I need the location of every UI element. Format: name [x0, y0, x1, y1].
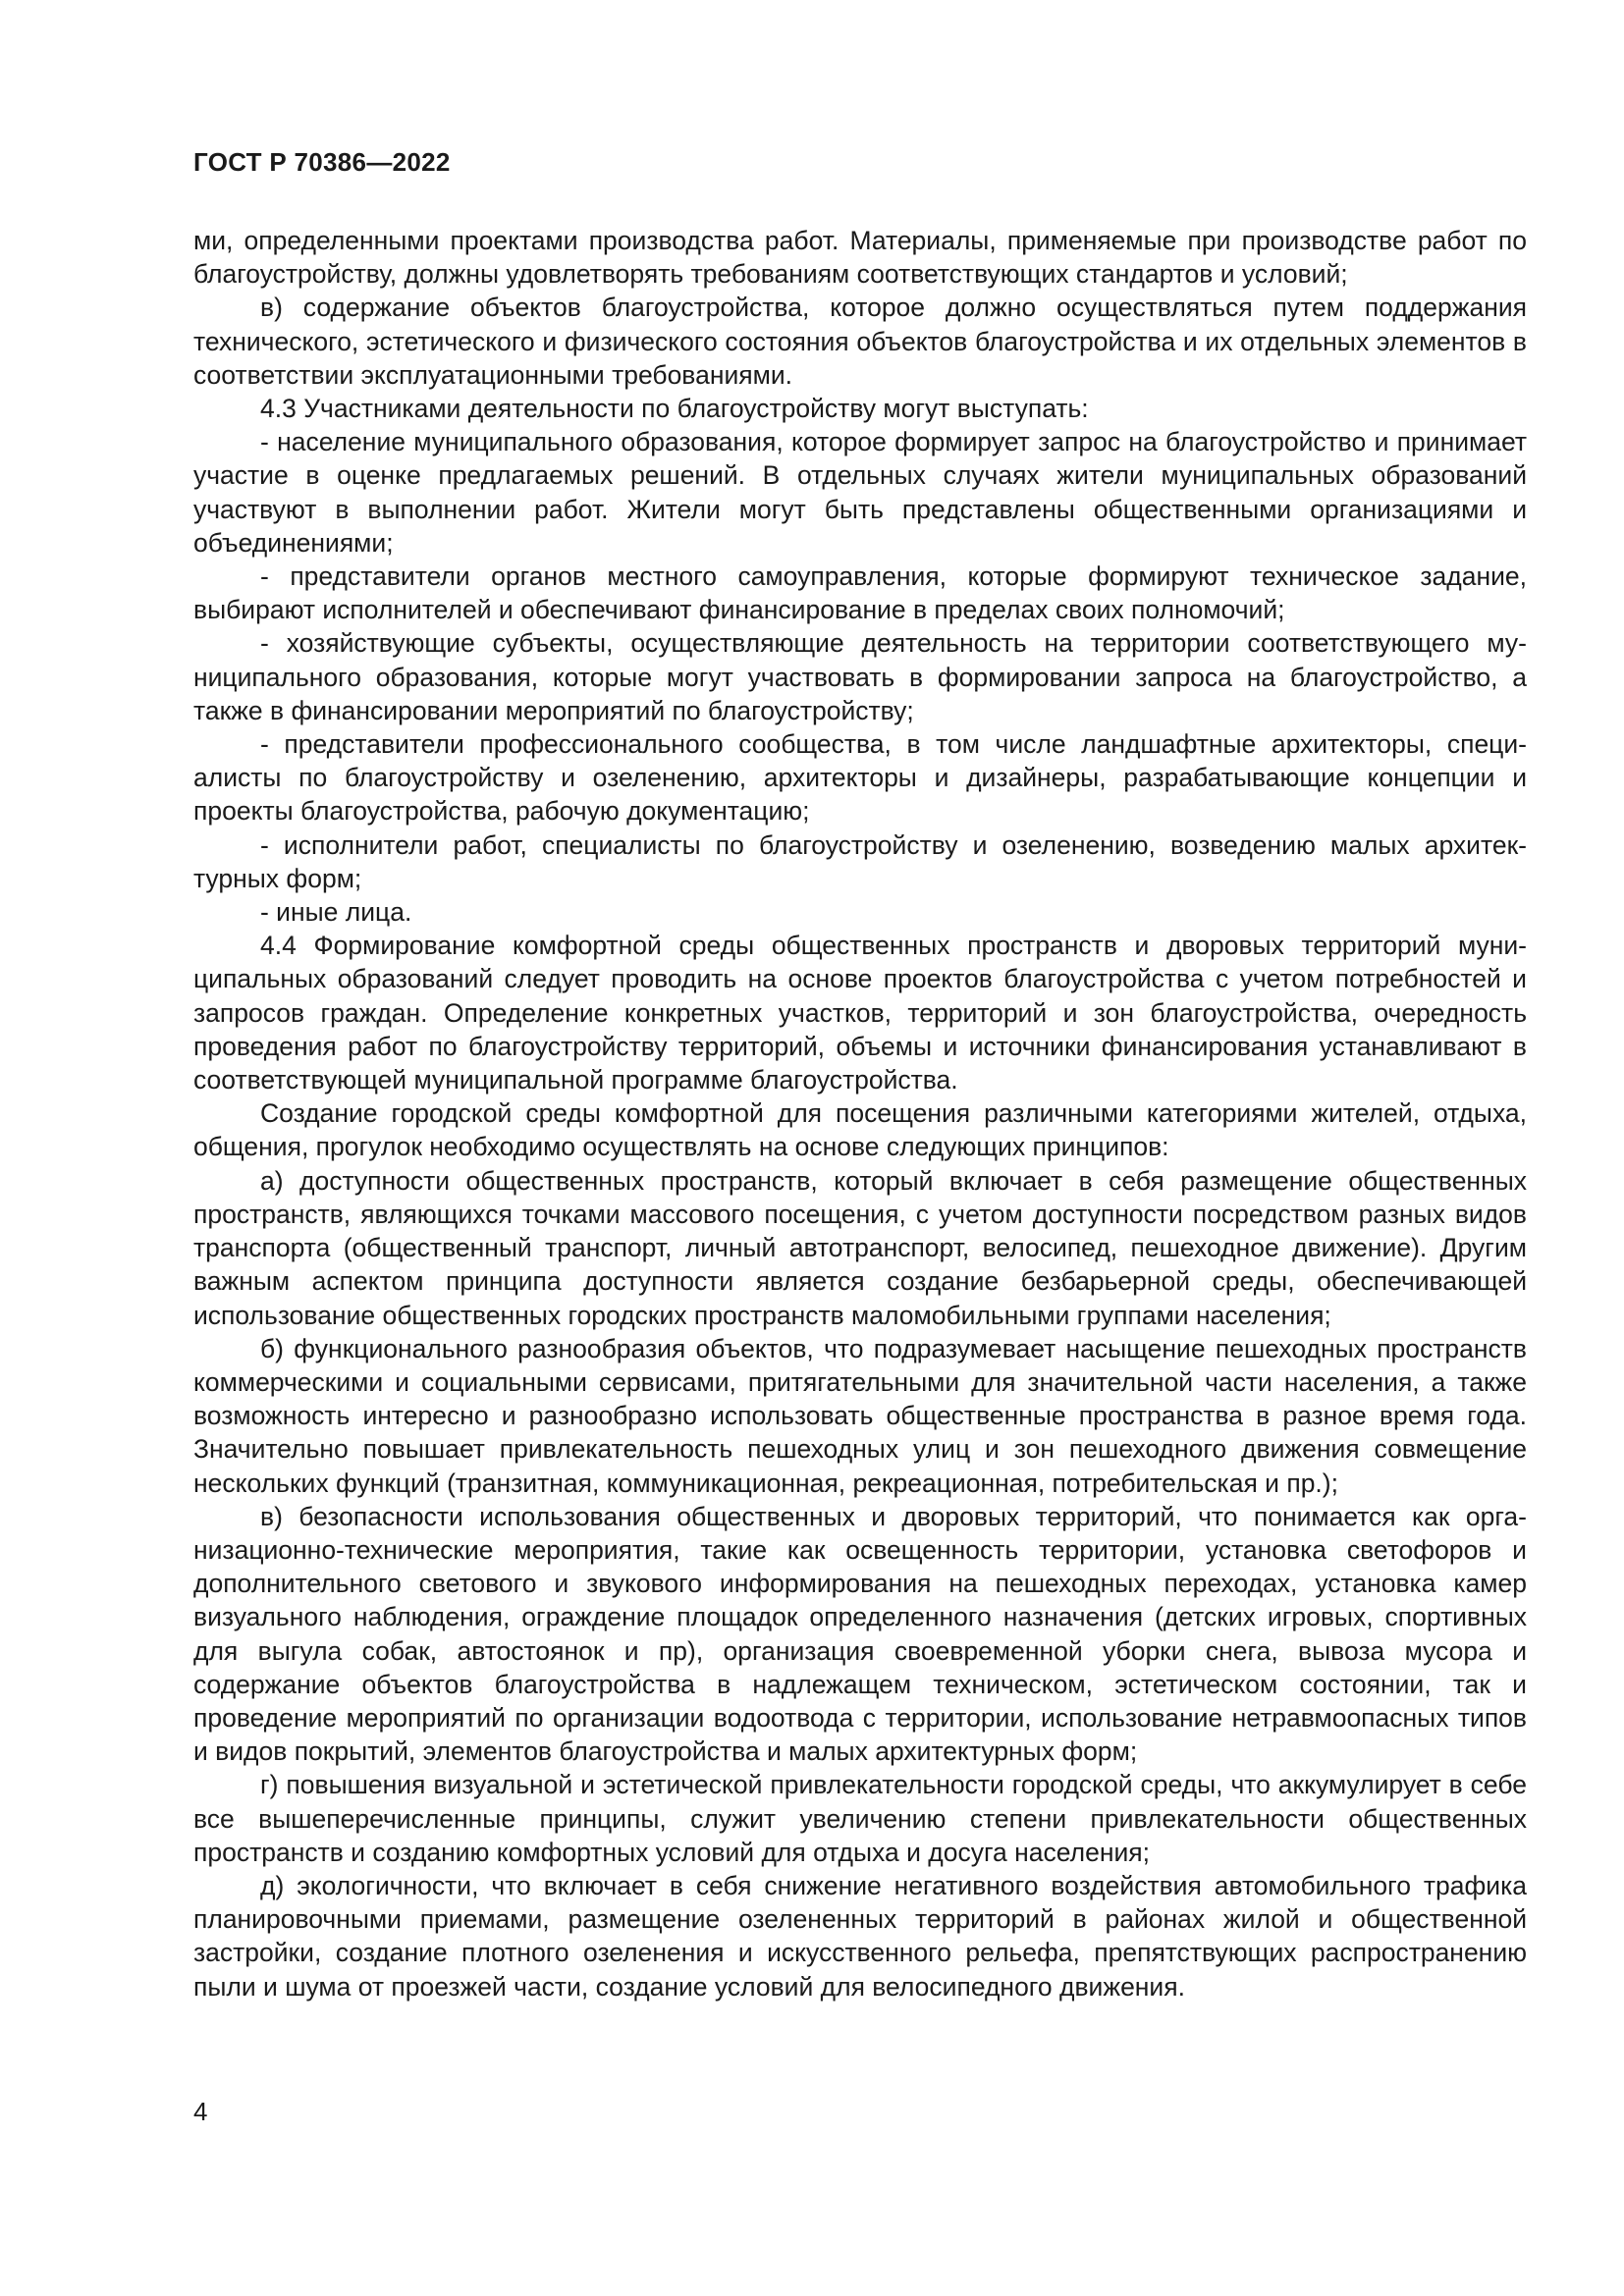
body-text: [193, 224, 1527, 2003]
paragraph: 4.4 Формирование комфортной среды общественных пространств и дворовых территорий муниципальных образований следует проводить на основе проектов благоустройства с учетом потребностей и запросов граждан. Определение конкретных участков, территорий и зон благоустройства, очередность проведения работ по благоустройству территорий, объемы и источники финансирования устанавливают в соответствующей муниципальной программе благоустройства.: [193, 931, 1527, 1095]
paragraph: - исполнители работ, специалисты по благоустройству и озеленению, возведению малых архитектурных форм;: [193, 829, 1527, 893]
paragraph: в) безопасности использования общественных и дворовых территорий, что понимается как организационно-технические мероприятия, такие как освещенность территории, установка светофоров и дополнительного светового и звукового информирования на пешеходных переходах, установка камер визуального наблюдения, ограждение площадок определенного назначения (детских игровых, спортивных для выгула собак, автостоянок и пр), организация своевременной уборки снега, вывоза мусора и содержание объектов благоустройства в надлежащем техническом, эстетическом состоянии, так и проведение мероприятий по организации водоотвода с территории, использование нетравмоопасных типов и видов покрытий, элементов благоустройства и малых архитектурных форм;: [193, 1501, 1527, 1767]
document-code-header: ГОСТ Р 70386—2022: [193, 147, 451, 177]
paragraph: ми, определенными проектами производства работ. Материалы, применяемые при производстве работ по благоустройству, должны удовлетворять требованиям соответствующих стандартов и условий;: [193, 226, 1527, 290]
paragraph: - иные лица.: [260, 897, 412, 928]
paragraph: - представители профессионального сообщества, в том числе ландшафтные архитекторы, специалисты по благоустройству и озеленению, архитекторы и дизайнеры, разрабатывающие концепции и проекты благоустройства, рабочую документацию;: [193, 729, 1527, 827]
paragraph: в) содержание объектов благоустройства, которое должно осуществляться путем поддержания технического, эстетического и физического состояния объектов благоустройства и их отдельных элементов в соответствии эксплуатационными требованиями.: [193, 293, 1527, 390]
paragraph: д) экологичности, что включает в себя снижение негативного воздействия автомобильного трафика планировочными приемами, размещение озелененных территорий в районах жилой и общественной застройки, создание плотного озеленения и искусственного рельефа, препятствующих распространению пыли и шума от проезжей части, создание условий для велосипедного движения.: [193, 1870, 1527, 2002]
paragraph: 4.3 Участниками деятельности по благоустройству могут выступать:: [260, 394, 1089, 424]
paragraph: Создание городской среды комфортной для посещения различными категориями жителей, отдыха, общения, прогулок необходимо осуществлять на основе следующих принципов:: [193, 1098, 1527, 1162]
paragraph: - хозяйствующие субъекты, осуществляющие деятельность на территории соответствующего муниципального образования, которые могут участвовать в формировании запроса на благоустройство, а также в финансировании мероприятий по благоустройству;: [193, 628, 1527, 725]
paragraph: - представители органов местного самоуправления, которые формируют техническое задание, выбирают исполнителей и обеспечивают финансирование в пределах своих полномочий;: [193, 561, 1527, 625]
paragraph: а) доступности общественных пространств, который включает в себя размещение общественных пространств, являющихся точками массового посещения, с учетом доступности посредством разных видов транспорта (общественный транспорт, личный автотранспорт, велосипед, пешеходное движение). Другим важным аспектом принципа доступности является создание безбарьерной среды, обеспечивающей использование общественных городских пространств маломобильными группами населения;: [193, 1165, 1527, 1330]
paragraph: - население муниципального образования, которое формирует запрос на благоустройство и принимает участие в оценке предлагаемых решений. В отдельных случаях жители муниципальных образований участвуют в выполнении работ. Жители могут быть представлены общественными организациями и объединениями;: [193, 427, 1527, 558]
paragraph: г) повышения визуальной и эстетической привлекательности городской среды, что аккумулирует в себе все вышеперечисленные принципы, служит увеличению степени привлекательности общественных пространств и созданию комфортных условий для отдыха и досуга населения;: [193, 1770, 1527, 1867]
page-number: 4: [193, 2097, 208, 2126]
paragraph: б) функционального разнообразия объектов, что подразумевает насыщение пешеходных пространств коммерческими и социальными сервисами, притягательными для значительной части населения, а также возможность интересно и разнообразно использовать общественные пространства в разное время года. Значительно повышает привлекательность пешеходных улиц и зон пешеходного движения совмещение нескольких функций (транзитная, коммуникационная, рекреационная, потребительская и пр.);: [193, 1333, 1527, 1498]
